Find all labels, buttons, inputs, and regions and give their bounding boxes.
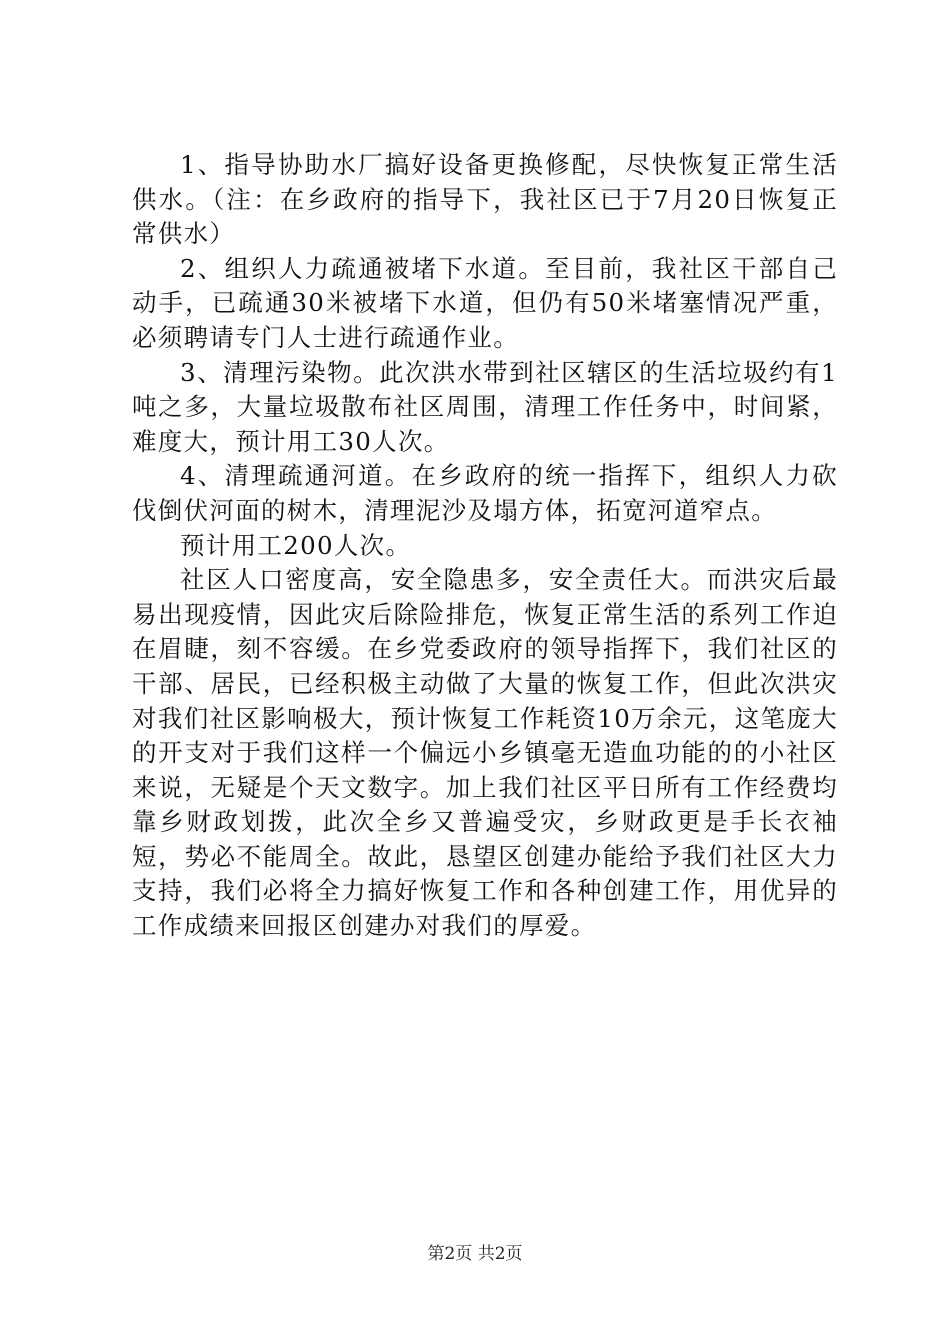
paragraph-labor-estimate: 预计用工200人次。 (180, 530, 412, 560)
paragraph-water-supply: 1、指导协助水厂搞好设备更换修配，尽快恢复正常生活供水。（注：在乡政府的指导下，我社区已于7月20日恢复正常供水） (132, 150, 838, 249)
paragraph-pollutants: 3、清理污染物。此次洪水带到社区辖区的生活垃圾约有1吨之多，大量垃圾散布社区周围，清理工作任务中，时间紧，难度大，预计用工30人次。 (132, 357, 838, 456)
page-number-footer: 第2页 共2页 (427, 1244, 523, 1264)
document-body (132, 148, 838, 944)
paragraph-support-request: 社区人口密度高，安全隐患多，安全责任大。而洪灾后最易出现疫情，因此灾后除险排危，恢复正常生活的系列工作迫在眉睫，刻不容缓。在乡党委政府的领导指挥下，我们社区的干部、居民，已经积极主动做了大量的恢复工作，但此次洪灾对我们社区影响极大，预计恢复工作耗资10万余元，这笔庞大的开支对于我们这样一个偏远小乡镇毫无造血功能的的小社区来说，无疑是个天文数字。加上我们社区平日所有工作经费均靠乡财政划拨，此次全乡又普遍受灾，乡财政更是手长衣袖短，势必不能周全。故此，恳望区创建办能给予我们社区大力支持，我们必将全力搞好恢复工作和各种创建工作，用优异的工作成绩来回报区创建办对我们的厚爱。 (132, 565, 838, 941)
paragraph-river-dredging: 4、清理疏通河道。在乡政府的统一指挥下，组织人力砍伐倒伏河面的树木，清理泥沙及塌方体，拓宽河道窄点。 (132, 461, 838, 525)
paragraph-drainage: 2、组织人力疏通被堵下水道。至目前，我社区干部自己动手，已疏通30米被堵下水道，但仍有50米堵塞情况严重，必须聘请专门人士进行疏通作业。 (132, 253, 838, 352)
